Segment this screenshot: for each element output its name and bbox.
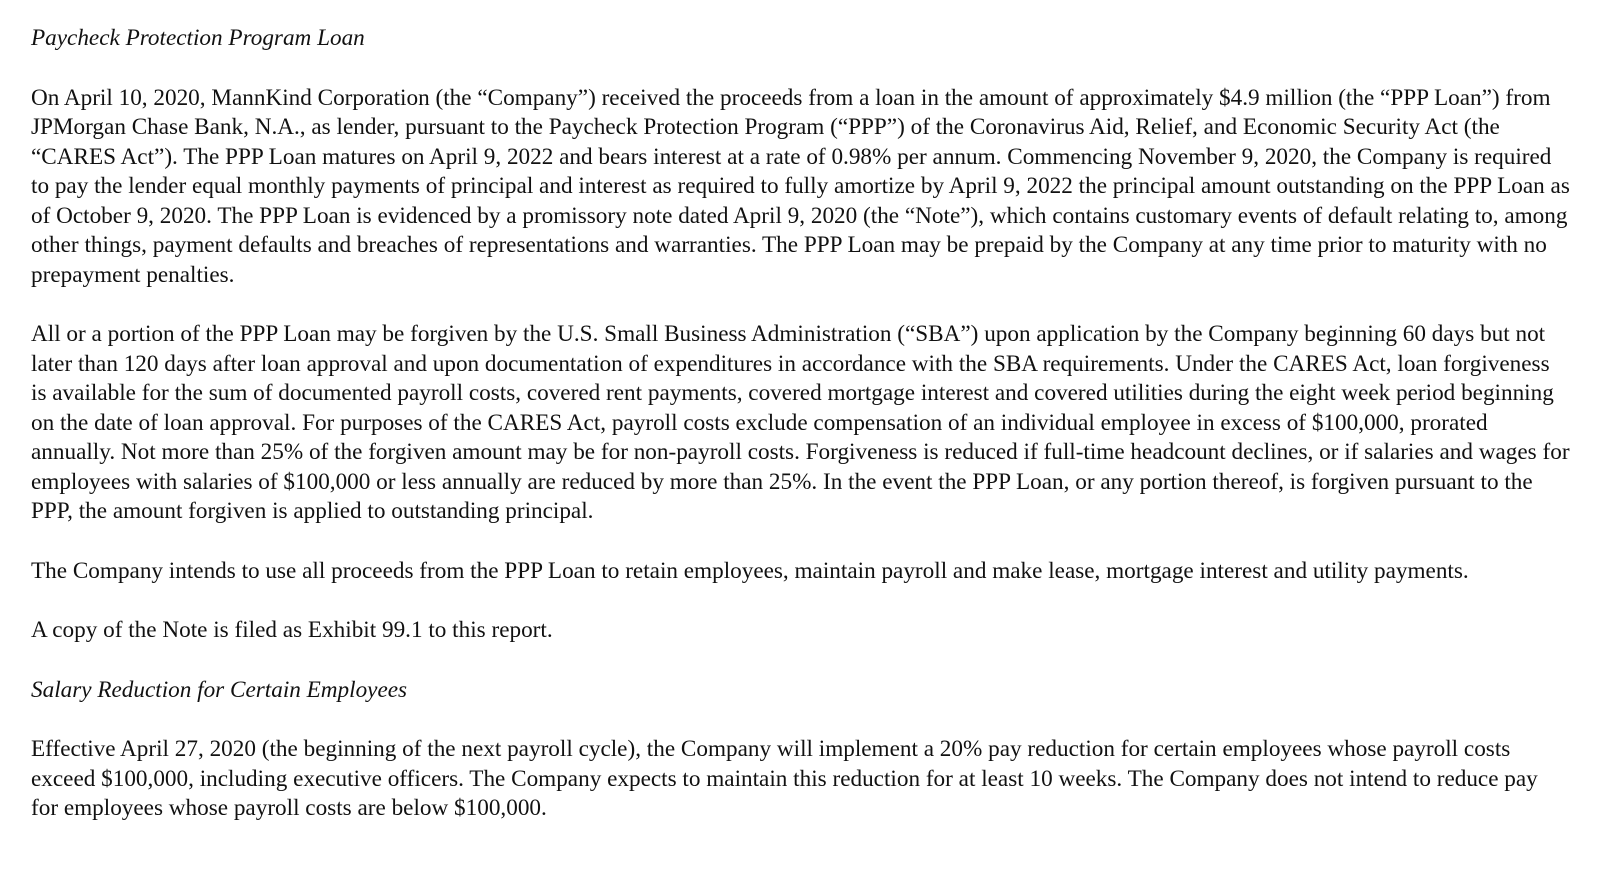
paragraph-loan-forgiveness: All or a portion of the PPP Loan may be forgiven by the U.S. Small Business Administration (“SBA”) upon application by the Company beginning 60 days but not later than 120 days after loan approval and upon documentation of expenditures in accordance with the SBA requirements. Under the CARES Act, loan forgiveness is available for the sum of documented payroll costs, covered rent payments, covered mortgage interest and covered utilities during the eight week period beginning on the date of loan approval. For purposes of the CARES Act, payroll costs exclude compensation of an individual employee in excess of $100,000, prorated annually. Not more than 25% of the forgiven amount may be for non-payroll costs. Forgiveness is reduced if full-time headcount declines, or if salaries and wages for employees with salaries of $100,000 or less annually are reduced by more than 25%. In the event the PPP Loan, or any portion thereof, is forgiven pursuant to the PPP, the amount forgiven is applied to outstanding principal. [31,321,1570,524]
paragraph-salary-reduction: Effective April 27, 2020 (the beginning of the next payroll cycle), the Company will implement a 20% pay reduction for certain employees whose payroll costs exceed $100,000, including executive officers. The Company expects to maintain this reduction for at least 10 weeks. The Company does not intend to reduce pay for employees whose payroll costs are below $100,000. [31,736,1538,821]
section-heading-ppp-loan: Paycheck Protection Program Loan [31,25,365,51]
paragraph-exhibit-note: A copy of the Note is filed as Exhibit 99.1 to this report. [31,617,553,643]
paragraph-use-of-proceeds: The Company intends to use all proceeds from the PPP Loan to retain employees, maintain payroll and make lease, mortgage interest and utility payments. [31,557,1469,584]
paragraph-ppp-loan-terms: On April 10, 2020, MannKind Corporation (the “Company”) received the proceeds from a loan in the amount of approximately $4.9 million (the “PPP Loan”) from JPMorgan Chase Bank, N.A., as lender, pursuant to the Paycheck Protection Program (“PPP”) of the Coronavirus Aid, Relief, and Economic Security Act (the “CARES Act”). The PPP Loan matures on April 9, 2022 and bears interest at a rate of 0.98% per annum. Commencing November 9, 2020, the Company is required to pay the lender equal monthly payments of principal and interest as required to fully amortize by April 9, 2022 the principal amount outstanding on the PPP Loan as of October 9, 2020. The PPP Loan is evidenced by a promissory note dated April 9, 2020 (the “Note”), which contains customary events of default relating to, among other things, payment defaults and breaches of representations and warranties. The PPP Loan may be prepaid by the Company at any time prior to maturity with no prepayment penalties. [31,84,1570,288]
section-heading-salary-reduction: Salary Reduction for Certain Employees [31,676,408,703]
